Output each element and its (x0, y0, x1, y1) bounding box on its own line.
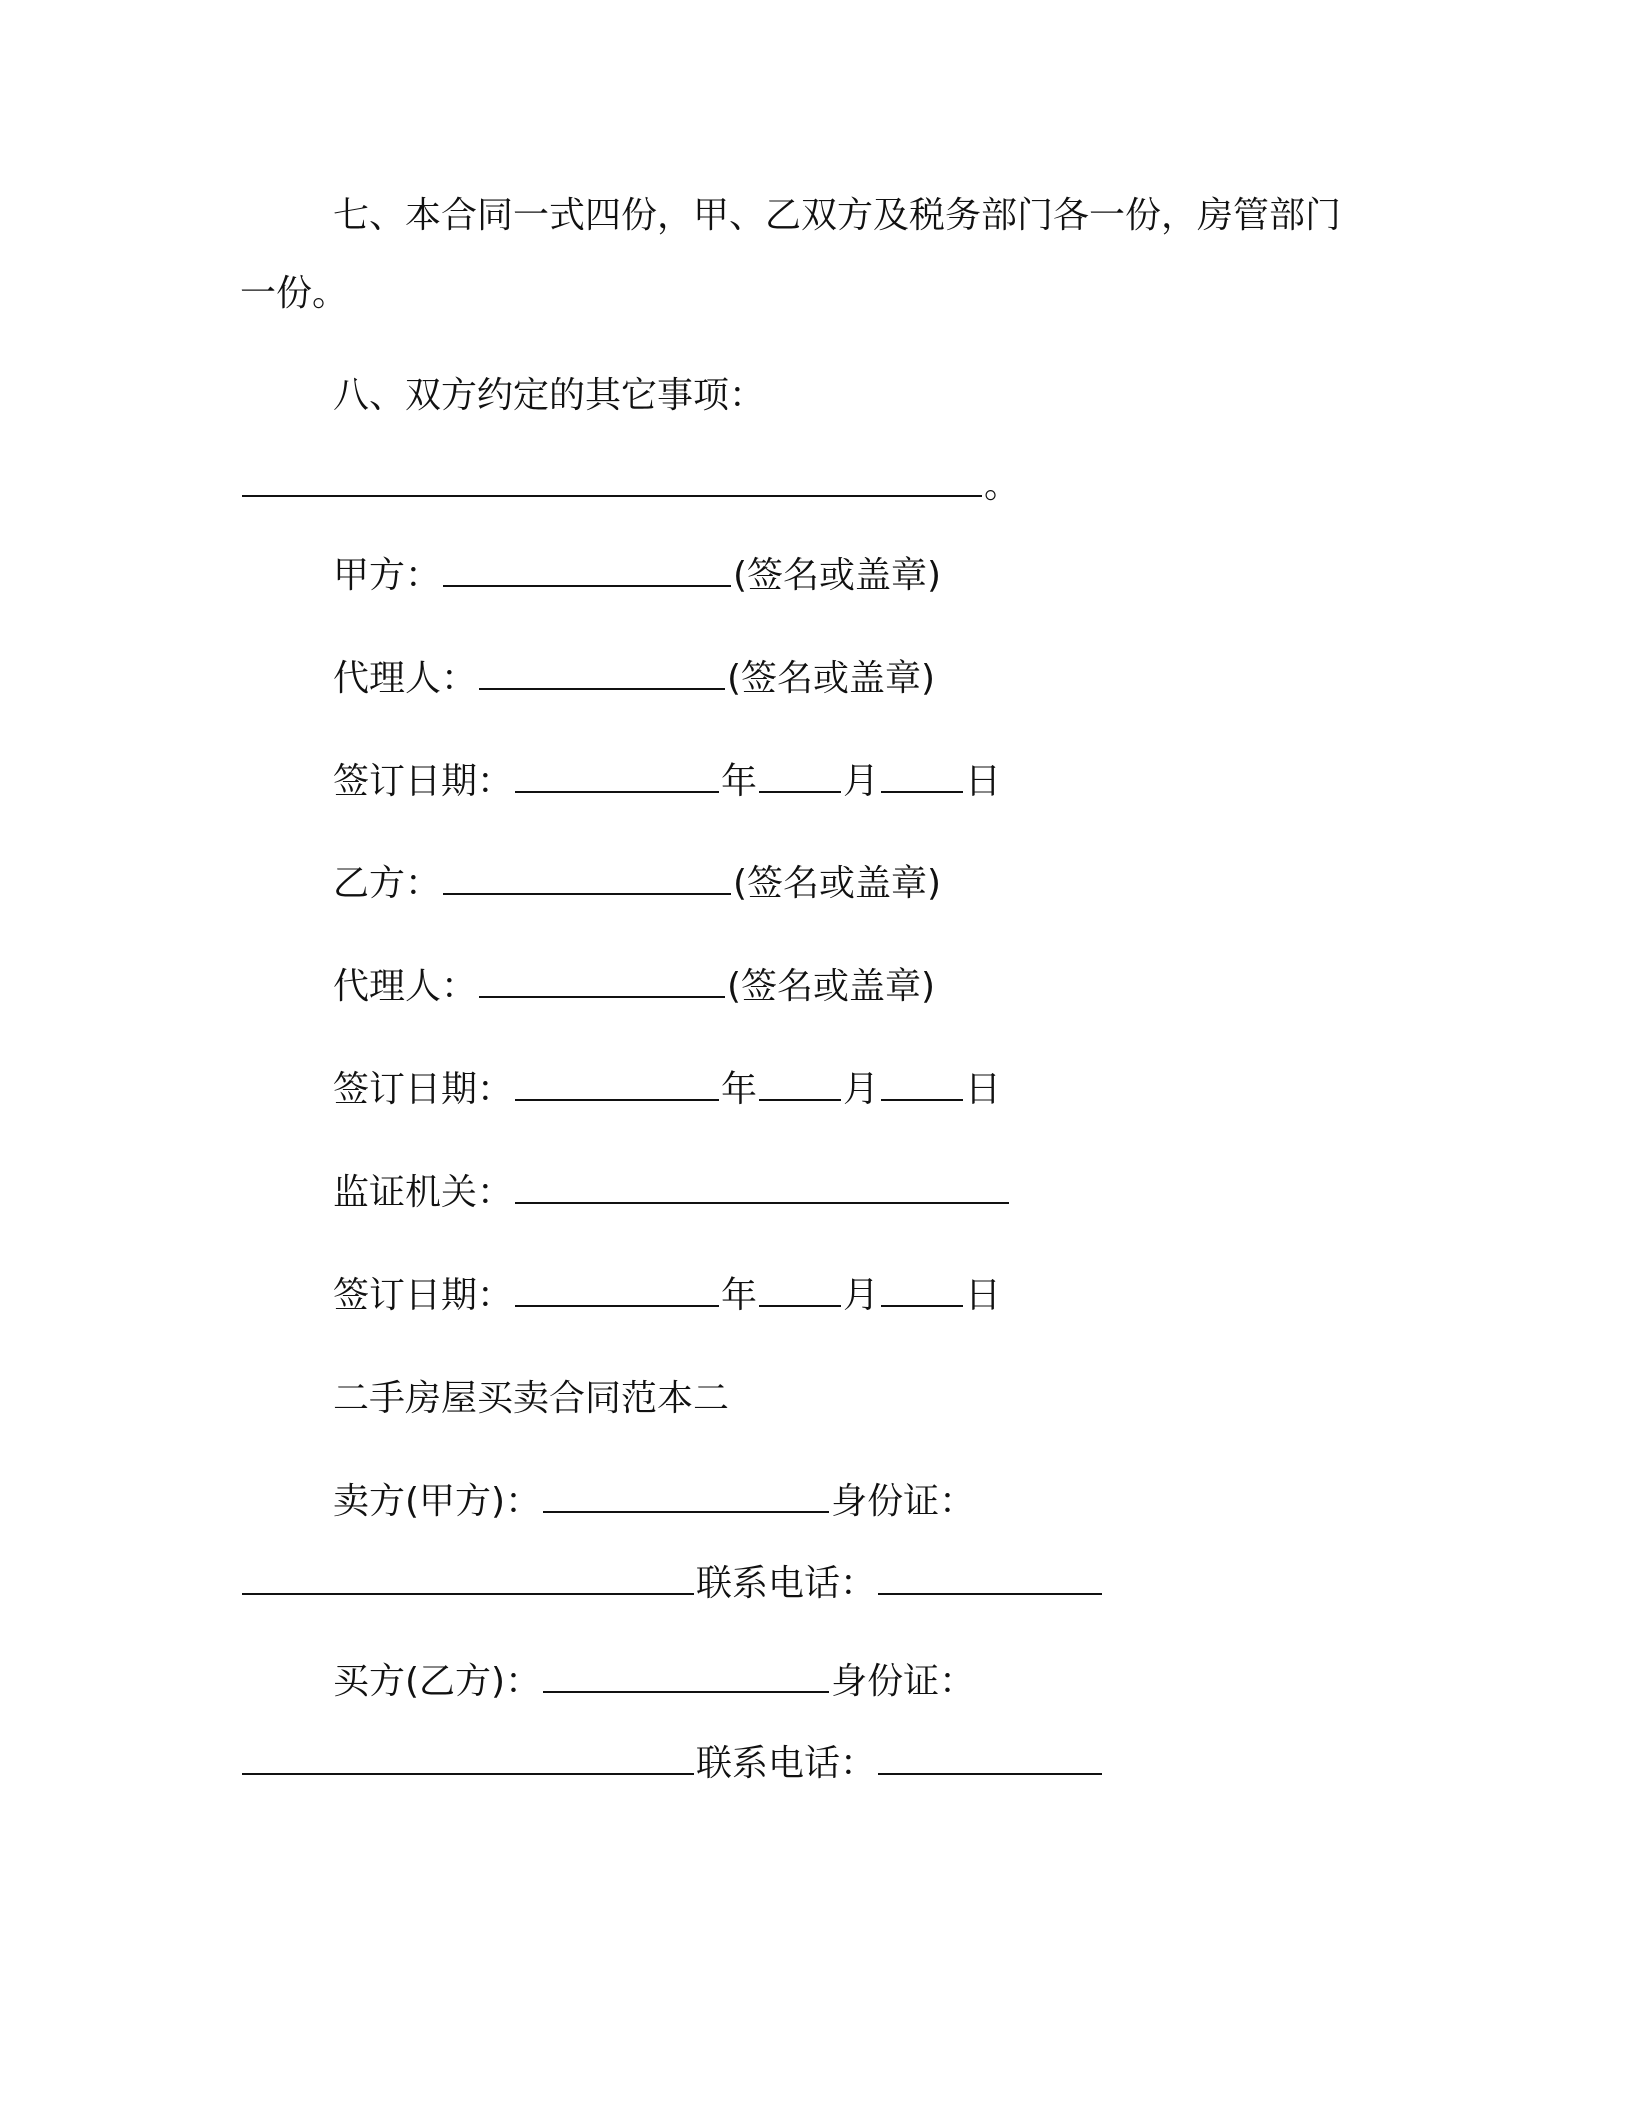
party-a-agent-note: (签名或盖章) (727, 658, 936, 699)
day-label: 日 (965, 1275, 1002, 1316)
seller-id-label: 身份证： (831, 1481, 976, 1522)
year-label: 年 (721, 761, 758, 802)
party-a-signature-blank[interactable] (443, 584, 731, 587)
party-b-line (333, 863, 942, 904)
seller-line (333, 1481, 976, 1522)
party-a-agent-blank[interactable] (479, 687, 725, 690)
clause7-line2: 一份。 (240, 273, 349, 314)
notary-date-label: 签订日期： (333, 1275, 514, 1316)
buyer-label: 买方(乙方)： (333, 1661, 542, 1702)
buyer-id-blank[interactable] (242, 1772, 694, 1775)
day-label: 日 (965, 761, 1002, 802)
party-a-year-blank[interactable] (515, 790, 719, 793)
notary-line (333, 1172, 1011, 1213)
party-b-agent-line (333, 966, 936, 1007)
party-b-date-label: 签订日期： (333, 1069, 514, 1110)
clause8-blank-line (240, 465, 1021, 506)
buyer-line (333, 1661, 976, 1702)
buyer-name-blank[interactable] (543, 1690, 829, 1693)
clause8-heading: 八、双方约定的其它事项： (333, 375, 766, 416)
party-b-note: (签名或盖章) (733, 863, 942, 904)
notary-month-blank[interactable] (759, 1304, 841, 1307)
other-matters-blank[interactable] (242, 494, 982, 497)
party-b-label: 乙方： (333, 863, 442, 904)
month-label: 月 (843, 1275, 880, 1316)
party-a-label: 甲方： (333, 555, 442, 596)
party-a-date-label: 签订日期： (333, 761, 514, 802)
day-label: 日 (965, 1069, 1002, 1110)
party-b-signature-blank[interactable] (443, 892, 731, 895)
notary-date-line (333, 1275, 1002, 1316)
seller-phone-blank[interactable] (878, 1592, 1102, 1595)
clause7-line1: 七、本合同一式四份，甲、乙双方及税务部门各一份，房管部门 (333, 195, 1342, 236)
party-a-note: (签名或盖章) (733, 555, 942, 596)
seller-id-blank[interactable] (242, 1592, 694, 1595)
party-b-date-line (333, 1069, 1002, 1110)
buyer-id-label: 身份证： (831, 1661, 976, 1702)
party-b-day-blank[interactable] (881, 1098, 963, 1101)
month-label: 月 (843, 761, 880, 802)
party-b-year-blank[interactable] (515, 1098, 719, 1101)
party-a-line (333, 555, 942, 596)
buyer-phone-blank[interactable] (878, 1772, 1102, 1775)
party-a-agent-label: 代理人： (333, 658, 478, 699)
seller-name-blank[interactable] (543, 1510, 829, 1513)
template2-title: 二手房屋买卖合同范本二 (333, 1378, 730, 1419)
notary-label: 监证机关： (333, 1172, 514, 1213)
party-b-agent-label: 代理人： (333, 966, 478, 1007)
clause8-end-mark: 。 (984, 465, 1021, 506)
seller-contact-line (240, 1563, 1104, 1604)
month-label: 月 (843, 1069, 880, 1110)
party-a-day-blank[interactable] (881, 790, 963, 793)
seller-label: 卖方(甲方)： (333, 1481, 542, 1522)
buyer-phone-label: 联系电话： (696, 1743, 877, 1784)
notary-blank[interactable] (515, 1201, 1009, 1204)
year-label: 年 (721, 1275, 758, 1316)
party-b-agent-note: (签名或盖章) (727, 966, 936, 1007)
party-b-agent-blank[interactable] (479, 995, 725, 998)
party-b-month-blank[interactable] (759, 1098, 841, 1101)
party-a-month-blank[interactable] (759, 790, 841, 793)
seller-phone-label: 联系电话： (696, 1563, 877, 1604)
buyer-contact-line (240, 1743, 1104, 1784)
year-label: 年 (721, 1069, 758, 1110)
party-a-date-line (333, 761, 1002, 802)
party-a-agent-line (333, 658, 936, 699)
notary-day-blank[interactable] (881, 1304, 963, 1307)
notary-year-blank[interactable] (515, 1304, 719, 1307)
